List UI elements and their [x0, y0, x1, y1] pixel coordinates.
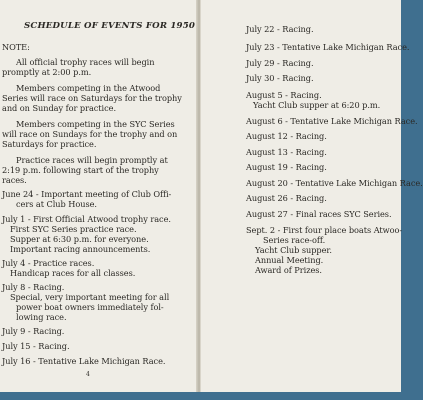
event-line: August 27 - Final races SYC Series.: [246, 209, 392, 219]
schedule-title: SCHEDULE OF EVENTS FOR 1950: [24, 21, 196, 31]
event-line: July 22 - Racing.: [246, 24, 314, 34]
event-line: Yacht Club supper.: [255, 245, 332, 255]
event-line: Series race-off.: [263, 235, 326, 245]
note-line: Series will race on Saturdays for the trophy: [2, 93, 182, 103]
event-line: Sept. 2 - First four place boats Atwoo-: [246, 225, 403, 235]
event-line: Yacht Club supper at 6:20 p.m.: [253, 100, 381, 110]
note-line: Saturdays for practice.: [2, 139, 97, 149]
note-line: Practice races will begin promptly at: [16, 155, 168, 165]
event-line: July 8 - Racing.: [2, 282, 65, 292]
event-line: First SYC Series practice race.: [10, 224, 137, 234]
note-line: Members competing in the Atwood: [16, 83, 161, 93]
note-line: will race on Sundays for the trophy and on: [2, 129, 178, 139]
left-page: [0, 0, 198, 392]
event-line: July 1 - First Official Atwood trophy race.: [2, 214, 171, 224]
event-line: Special, very important meeting for all: [10, 292, 170, 302]
right-page: [200, 0, 423, 392]
event-line: July 30 - Racing.: [246, 73, 314, 83]
event-line: July 15 - Racing.: [2, 341, 70, 351]
event-line: July 16 - Tentative Lake Michigan Race.: [2, 356, 166, 366]
event-line: Annual Meeting.: [255, 255, 324, 265]
event-line: Important racing announcements.: [10, 244, 151, 254]
event-line: Award of Prizes.: [255, 265, 322, 275]
event-line: August 5 - Racing.: [246, 90, 322, 100]
page-number: 4: [86, 371, 90, 378]
note-line: and on Sunday for practice.: [2, 103, 116, 113]
note-line: All official trophy races will begin: [16, 57, 155, 67]
note-label: NOTE:: [2, 42, 30, 52]
event-line: Supper at 6:30 p.m. for everyone.: [10, 234, 149, 244]
event-line: August 19 - Racing.: [246, 162, 327, 172]
event-line: Handicap races for all classes.: [10, 268, 136, 278]
event-line: August 20 - Tentative Lake Michigan Race.: [246, 178, 423, 188]
event-line: power boat owners immediately fol-: [16, 302, 164, 312]
event-line: August 12 - Racing.: [246, 131, 327, 141]
note-line: races.: [2, 175, 27, 185]
event-line: July 29 - Racing.: [246, 58, 314, 68]
event-line: June 24 - Important meeting of Club Offi-: [2, 189, 172, 199]
event-line: lowing race.: [16, 312, 67, 322]
event-line: August 13 - Racing.: [246, 147, 327, 157]
note-line: Members competing in the SYC Series: [16, 119, 175, 129]
note-line: promptly at 2:00 p.m.: [2, 67, 92, 77]
event-line: cers at Club House.: [16, 199, 97, 209]
note-line: 2:19 p.m. following start of the trophy: [2, 165, 159, 175]
event-line: August 26 - Racing.: [246, 193, 327, 203]
event-line: August 6 - Tentative Lake Michigan Race.: [246, 116, 418, 126]
event-line: July 9 - Racing.: [2, 326, 65, 336]
event-line: July 4 - Practice races.: [2, 258, 95, 268]
event-line: July 23 - Tentative Lake Michigan Race.: [246, 42, 410, 52]
